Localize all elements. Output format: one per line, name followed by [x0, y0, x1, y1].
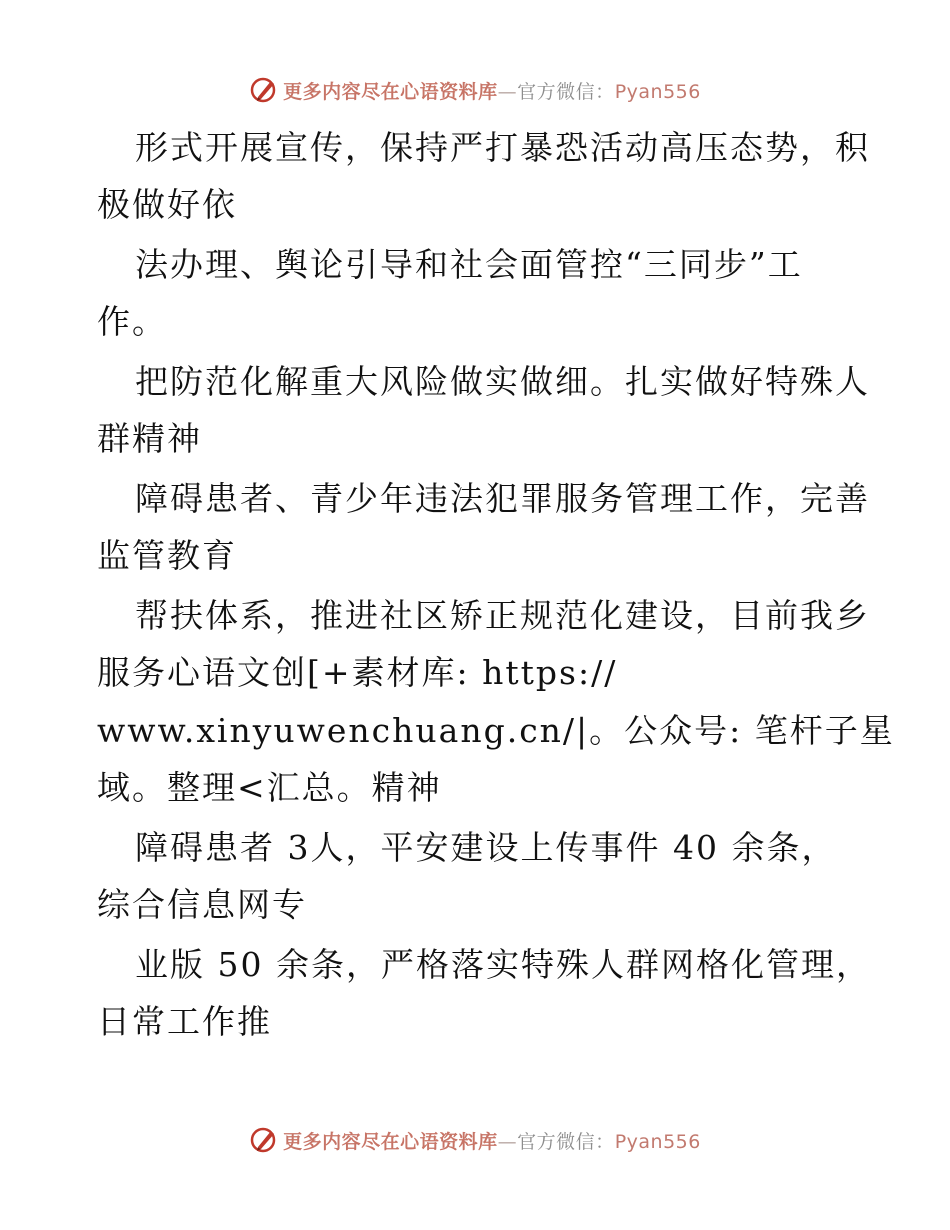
body-line: www.xinyuwenchuang.cn/|。公众号: 笔杆子星 [97, 711, 895, 750]
body-line: 形式开展宣传，保持严打暴恐活动高压态势，积 [135, 128, 870, 167]
header-wechat-label: 官方微信： [517, 80, 615, 103]
body-line: 障碍患者、青少年违法犯罪服务管理工作，完善 [135, 479, 870, 518]
footer-wechat-id: Pyan556 [614, 1130, 701, 1153]
body-line: 监管教育 [97, 536, 237, 575]
footer-wechat-label: 官方微信： [517, 1130, 615, 1153]
body-line: 障碍患者 3人，平安建设上传事件 40 余条， [135, 828, 837, 867]
footer-banner-text [283, 1127, 701, 1154]
footer-brand: 更多内容尽在心语资料库 [283, 1130, 498, 1153]
footer-banner [0, 1120, 950, 1160]
pen-logo-icon [249, 1125, 279, 1155]
body-line: 综合信息网专 [97, 885, 307, 924]
body-line: 极做好依 [97, 185, 237, 224]
footer-dash: — [497, 1130, 518, 1153]
body-line: 把防范化解重大风险做实做细。扎实做好特殊人 [135, 362, 870, 401]
body-line: 法办理、舆论引导和社会面管控“三同步”工 [135, 245, 803, 284]
body-line: 域。整理<汇总。精神 [97, 768, 442, 807]
body-line: 群精神 [97, 419, 202, 458]
body-line: 服务心语文创[+素材库: https:// [97, 653, 618, 692]
body-line: 帮扶体系，推进社区矫正规范化建设，目前我乡 [135, 596, 870, 635]
body-line: 日常工作推 [97, 1002, 272, 1041]
body-line: 作。 [97, 302, 167, 341]
header-brand: 更多内容尽在心语资料库 [283, 80, 498, 103]
body-line: 业版 50 余条，严格落实特殊人群网格化管理， [135, 945, 871, 984]
header-wechat-id: Pyan556 [614, 80, 701, 103]
header-dash: — [497, 80, 518, 103]
